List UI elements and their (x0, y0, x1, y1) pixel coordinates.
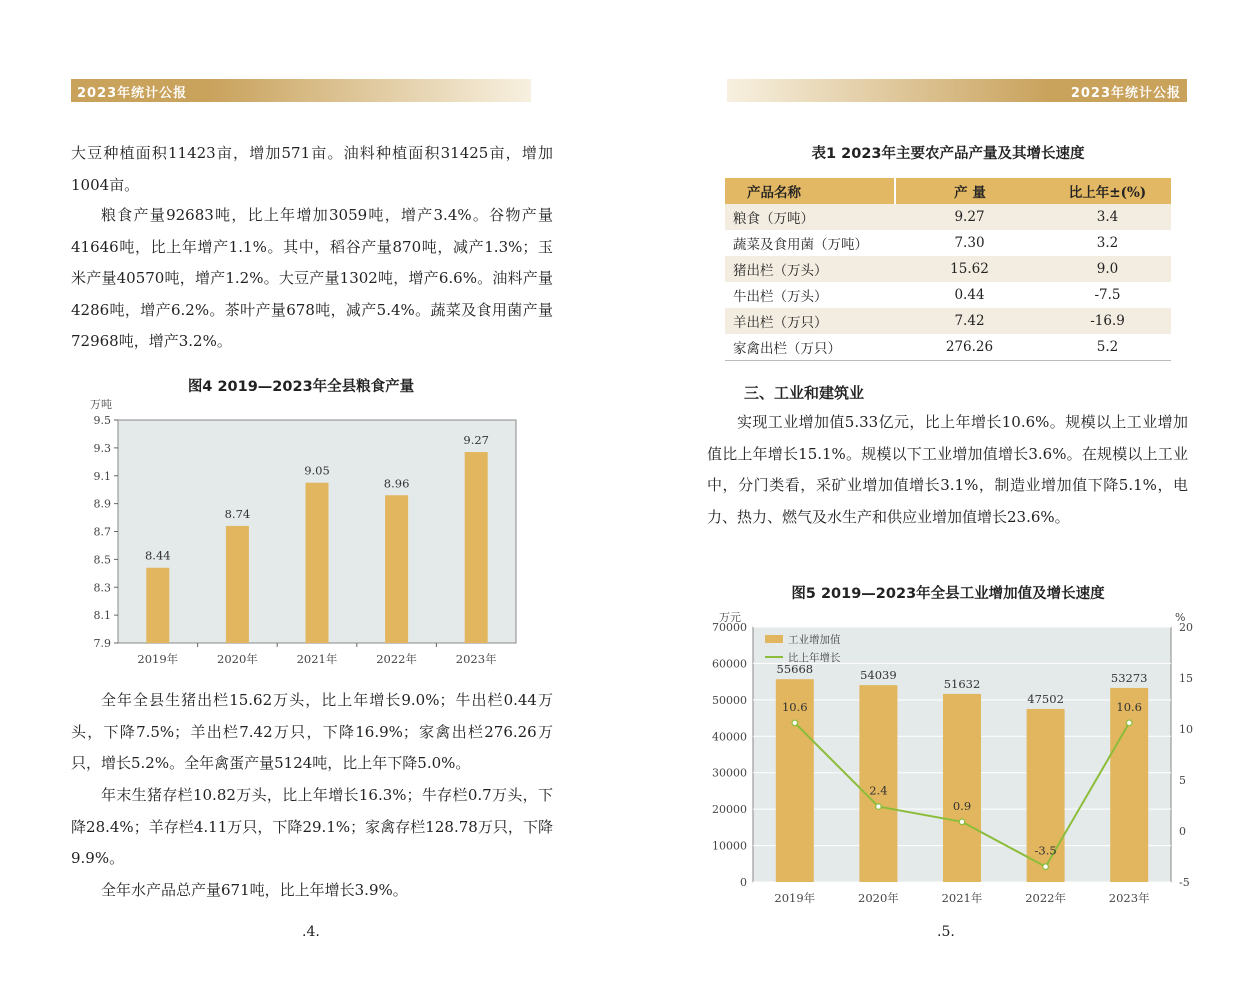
table-cell: 9.27 (895, 204, 1044, 230)
fig5-bar-label: 47502 (1027, 691, 1064, 706)
right-header-band (727, 79, 1187, 102)
table-cell: 276.26 (945, 339, 994, 355)
fig5-bar (1110, 688, 1148, 882)
fig4-bar (306, 483, 329, 643)
left-header-title: 2023年统计公报 (77, 86, 188, 101)
fig4-y-unit: 万吨 (90, 398, 112, 411)
right-page-number: .5. (937, 924, 955, 940)
fig5-y-unit-left: 万元 (719, 611, 741, 624)
fig5-growth-label: 10.6 (781, 699, 808, 714)
fig4-y-tick-label: 7.9 (93, 637, 111, 650)
fig5-x-tick-label: 2023年 (1108, 891, 1150, 905)
table-cell: 牛出栏（万头） (733, 289, 828, 305)
fig4-y-tick-label: 9.1 (93, 469, 111, 483)
fig5-bar-label: 54039 (860, 668, 897, 683)
table-row (725, 230, 1171, 256)
fig5-y-tick-label-left: 10000 (712, 839, 747, 853)
fig5-legend-bar-swatch (765, 635, 783, 643)
table-row (725, 282, 1171, 308)
fig5-x-tick-label: 2019年 (774, 891, 816, 905)
fig5-y-tick-label-left: 70000 (712, 621, 747, 634)
left-paragraph-4: 年末生猪存栏10.82万头，比上年增长16.3%；牛存栏0.7万头，下降28.4%；羊存栏4.11万只，下降29.1%；家禽存栏128.78万只，下降9.9%。 (71, 786, 553, 867)
fig5-growth-point (959, 819, 965, 825)
fig5-growth-label: -3.5 (1034, 843, 1057, 858)
fig5-bar-label: 51632 (943, 676, 981, 691)
fig4-y-tick-label: 8.3 (93, 581, 111, 595)
table-header-cell: 产品名称 (725, 178, 895, 204)
fig5-y-unit-right: % (1175, 611, 1186, 624)
fig4-data-label: 8.74 (224, 506, 251, 521)
fig5-y-tick-label-left: 30000 (712, 766, 747, 780)
table1-title: 表1 2023年主要农产品产量及其增长速度 (811, 146, 1085, 162)
left-paragraph-5: 全年水产品总产量671吨，比上年增长3.9%。 (101, 881, 408, 899)
fig5-title: 图5 2019—2023年全县工业增加值及增长速度 (791, 586, 1105, 602)
table-header-row (725, 178, 1171, 204)
fig5-growth-point (1126, 720, 1132, 726)
fig5-growth-label: 10.6 (1116, 699, 1143, 714)
fig5-y-tick-label-right: 0 (1179, 825, 1186, 838)
fig5-bar (943, 694, 981, 882)
fig5-x-tick-label: 2022年 (1025, 891, 1066, 905)
fig5-growth-label: 0.9 (952, 798, 972, 813)
fig5-bar-label: 53273 (1110, 670, 1148, 685)
fig4-data-label: 9.05 (304, 463, 330, 478)
fig4-x-tick-label: 2021年 (296, 652, 338, 666)
left-header-band (71, 79, 531, 102)
table-cell: 9.0 (1044, 256, 1171, 282)
fig5-y-tick-label-left: 20000 (712, 803, 747, 817)
table-cell: -7.5 (1094, 287, 1121, 303)
fig4-data-label: 9.27 (463, 433, 490, 448)
fig5-y-tick-label-right: 5 (1179, 774, 1186, 787)
fig5-y-tick-label-left: 40000 (712, 730, 747, 744)
table-cell: 家禽出栏（万只） (733, 341, 841, 357)
fig5-growth-label: 2.4 (869, 783, 888, 798)
table-row (725, 334, 1171, 361)
table-cell: 猪出栏（万头） (725, 256, 895, 282)
left-paragraph-2: 粮食产量92683吨，比上年增加3059吨，增产3.4%。谷物产量41646吨，比上年增产1.1%。其中，稻谷产量870吨，减产1.3%；玉米产量40570吨，增产1.2%。大豆产量1302吨，增产6.6%。油料产量4286吨，增产6.2%。茶叶产量678吨，减产5.4%。蔬菜及食用菌产量72968吨，增产3.2%。 (71, 206, 553, 350)
table-cell: 7.42 (895, 308, 1044, 334)
fig5-y-tick-label-right: -5 (1179, 876, 1190, 889)
table-cell: 粮食（万吨） (725, 204, 895, 230)
table-cell: 0.44 (954, 287, 985, 303)
fig4-title: 图4 2019—2023年全县粮食产量 (187, 379, 415, 395)
fig4-y-tick-label: 8.1 (93, 609, 111, 623)
left-page (0, 0, 629, 998)
fig5-growth-point (1043, 864, 1049, 870)
fig4-data-label: 8.44 (144, 548, 171, 563)
fig4-data-label: 8.96 (383, 476, 410, 491)
fig4-x-tick-label: 2023年 (455, 652, 497, 666)
fig5-x-tick-label: 2021年 (941, 891, 983, 905)
fig5-legend-line-label: 比上年增长 (788, 652, 841, 664)
fig5-y-tick-label-right: 10 (1179, 723, 1193, 736)
table-cell: 5.2 (1096, 339, 1119, 355)
fig5-y-tick-label-left: 50000 (712, 693, 747, 707)
fig4-y-tick-label: 8.7 (93, 525, 111, 539)
table-cell: -16.9 (1044, 308, 1171, 334)
table1 (725, 178, 1171, 361)
table-cell: 羊出栏（万只） (725, 308, 895, 334)
table-row (725, 308, 1171, 334)
fig4-y-tick-label: 9.5 (93, 414, 111, 427)
left-page-number: .4. (302, 924, 320, 940)
table-header-cell: 比上年±(%) (1044, 178, 1171, 204)
right-paragraph-1: 实现工业增加值5.33亿元，比上年增长10.6%。规模以上工业增加值比上年增长15.1%。规模以下工业增加值增长3.6%。在规模以上工业中，分门类看，采矿业增加值增长3.1%，制造业增加值下降5.1%，电力、热力、燃气及水生产和供应业增加值增长23.6%。 (707, 413, 1188, 526)
table-cell: 3.4 (1044, 204, 1171, 230)
fig5-industrial-value-chart (707, 605, 1193, 910)
table-cell: 蔬菜及食用菌（万吨） (733, 237, 868, 253)
right-page (629, 0, 1258, 998)
table-row (725, 256, 1171, 282)
table-cell: 3.2 (1096, 235, 1119, 251)
fig4-y-tick-label: 8.5 (93, 553, 111, 567)
fig5-growth-point (876, 804, 882, 810)
fig5-y-tick-label-left: 60000 (712, 657, 747, 671)
fig4-x-tick-label: 2022年 (376, 652, 417, 666)
fig5-y-tick-label-left: 0 (740, 876, 747, 889)
left-paragraph-3: 全年全县生猪出栏15.62万头，比上年增长9.0%；牛出栏0.44万头，下降7.5%；羊出栏7.42万只，下降16.9%；家禽出栏276.26万只，增长5.2%。全年禽蛋产量5124吨，比上年下降5.0%。 (71, 691, 553, 772)
fig4-y-tick-label: 8.9 (93, 497, 111, 511)
fig4-grain-output-chart (80, 395, 530, 675)
fig4-bar (385, 495, 408, 643)
fig5-growth-point (792, 720, 798, 726)
fig4-bar (146, 568, 169, 643)
fig5-legend-bar-label: 工业增加值 (788, 634, 841, 646)
fig5-x-tick-label: 2020年 (858, 891, 899, 905)
right-header-title: 2023年统计公报 (1070, 86, 1181, 101)
fig5-bar-label: 55668 (776, 662, 814, 677)
section-title: 三、工业和建筑业 (744, 384, 865, 402)
table-cell: 15.62 (895, 256, 1044, 282)
fig4-x-tick-label: 2019年 (137, 652, 179, 666)
fig4-bar (226, 526, 249, 643)
fig4-y-tick-label: 9.3 (93, 441, 111, 455)
table-row (725, 204, 1171, 230)
fig4-x-tick-label: 2020年 (217, 652, 258, 666)
fig5-y-tick-label-right: 20 (1179, 621, 1193, 634)
fig4-bar (465, 452, 488, 643)
left-paragraph-1: 大豆种植面积11423亩，增加571亩。油料种植面积31425亩，增加1004亩。 (71, 144, 553, 194)
fig5-y-tick-label-right: 15 (1179, 672, 1193, 685)
table-cell: 7.30 (954, 235, 985, 251)
table-header-cell: 产 量 (895, 178, 1044, 204)
